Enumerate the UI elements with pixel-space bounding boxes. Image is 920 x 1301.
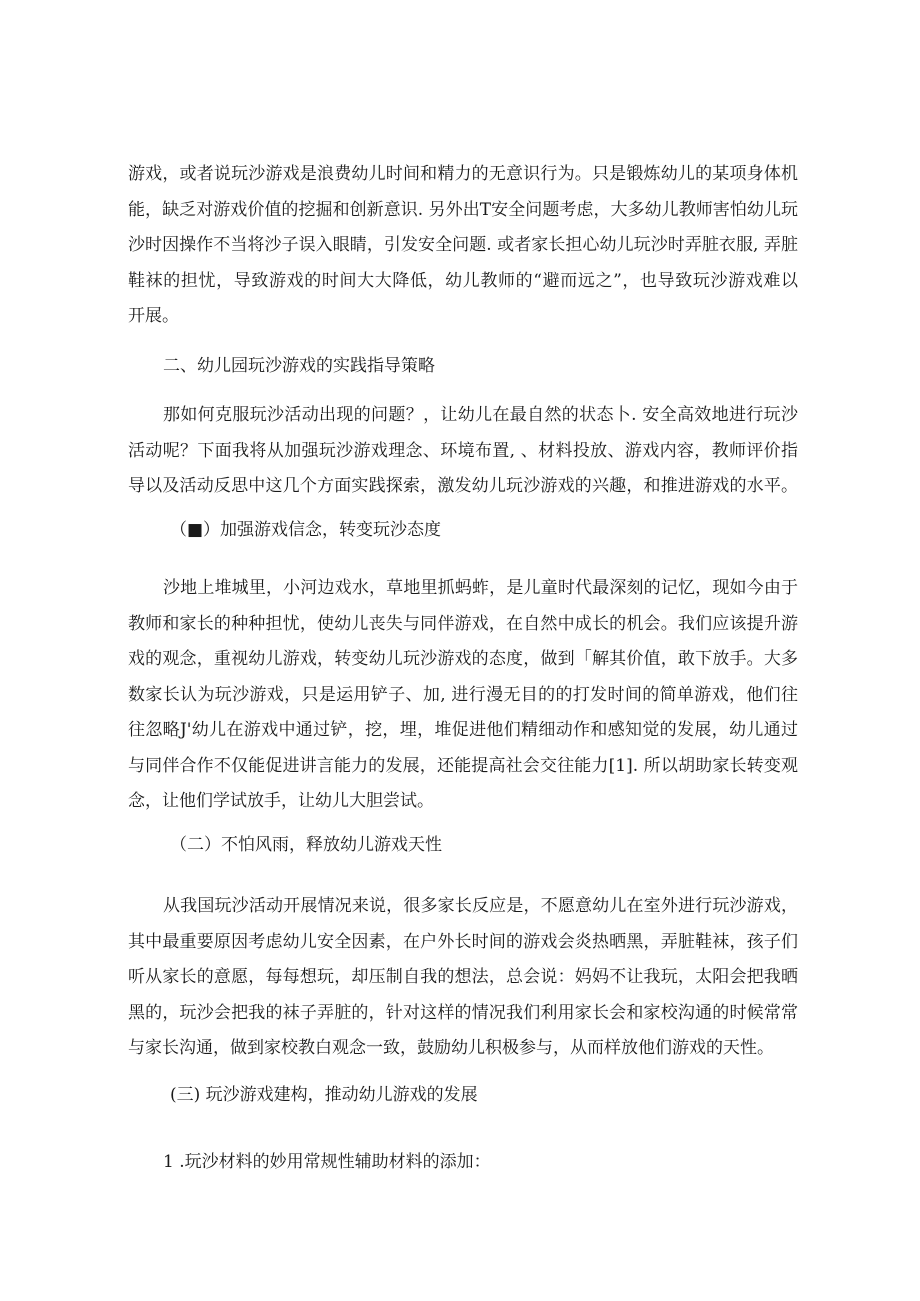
list-item-heading: 1 .玩沙材料的妙用常规性辅助材料的添加： [163, 1152, 491, 1172]
text-line: 那如何克服玩沙活动出现的问题？，让幼儿在最自然的状态卜. 安全高效地进行玩沙 [163, 405, 798, 425]
text-line: 活动呢？下面我将从加强玩沙游戏理念、环境布置, 、材料投放、游戏内容，教师评价指 [128, 440, 798, 461]
text-line: 从我国玩沙活动开展情况来说，很多家长反应是，不愿意幼儿在室外进行玩沙游戏， [163, 896, 798, 916]
subsection-heading: （■）加强游戏信念，转变玩沙态度 [170, 520, 442, 540]
text-line: 听从家长的意愿，每每想玩，却压制自我的想法，总会说：妈妈不让我玩，太阳会把我晒 [128, 967, 798, 987]
text-line: 念，让他们学试放手，让幼儿大胆尝试。 [128, 791, 434, 811]
text-line: 其中最重要原因考虑幼儿安全因素，在户外长时间的游戏会炎热晒黑，弄脏鞋袜，孩子们 [128, 931, 798, 952]
text-line: 游戏，或者说玩沙游戏是浪费幼儿时间和精力的无意识行为。只是锻炼幼儿的某项身体机 [128, 164, 798, 184]
text-line: 与家长沟通，做到家校教白观念一致，鼓励幼儿积极参与，从而样放他们游戏的天性。 [128, 1038, 774, 1058]
text-line: 往忽略J'幼儿在游戏中通过铲，挖，埋，堆促进他们精细动作和感知觉的发展，幼儿通过 [128, 720, 798, 740]
text-line: 沙时因操作不当将沙子误入眼睛，引发安全问题. 或者家长担心幼儿玩沙时弄脏衣服, 弄脏 [128, 235, 798, 255]
paragraph-section2-text [128, 398, 798, 505]
text-line: 鞋袜的担忧，导致游戏的时间大大降低，幼儿教师的“避而远之”，也导致玩沙游戏难以 [128, 270, 798, 291]
text-line: 数家长认为玩沙游戏，只是运用铲子、加, 进行漫无目的的打发时间的简单游戏，他们往 [128, 684, 798, 705]
text-line: 开展。 [128, 306, 179, 326]
paragraph-sub1-text [128, 571, 798, 820]
text-line: 导以及活动反思中这几个方面实践探索，激发幼儿玩沙游戏的兴趣，和推进游戏的水平。 [128, 476, 798, 496]
text-line: 黑的，玩沙会把我的袜子弄脏的，针对这样的情况我们利用家长会和家校沟通的时候常常 [128, 1002, 798, 1023]
section-heading: 二、幼儿园玩沙游戏的实践指导策略 [163, 356, 435, 376]
paragraph-sub2-text [128, 889, 798, 1067]
paragraph-intro [128, 157, 798, 335]
text-line: 与同伴合作不仅能促进讲言能力的发展，还能提高社会交往能力[1]. 所以胡助家长转变观 [128, 755, 798, 776]
paragraph-sub2 [128, 889, 798, 1067]
subsection-heading: （二）不怕风雨，释放幼儿游戏天性 [170, 835, 442, 855]
text-line: 戏的观念，重视幼儿游戏，转变幼儿玩沙游戏的态度，做到「解其价值，敢下放手。大多 [128, 649, 798, 669]
subsection-heading: (三) 玩沙游戏建构，推动幼儿游戏的发展 [170, 1085, 478, 1105]
text-line: 教师和家长的种种担忧，使幼儿丧失与同伴游戏，在自然中成长的机会。我们应该提升游 [128, 613, 798, 634]
text-line: 沙地上堆城里，小河边戏水，草地里抓蚂蚱，是儿童时代最深刻的记忆，现如今由于 [163, 578, 798, 598]
paragraph-intro-text [128, 157, 798, 335]
paragraph-sub1 [128, 571, 798, 820]
text-line: 能，缺乏对游戏价值的挖掘和创新意识. 另外出T安全问题考虑，大多幼儿教师害怕幼儿玩 [128, 199, 798, 220]
paragraph-section2 [128, 398, 798, 505]
